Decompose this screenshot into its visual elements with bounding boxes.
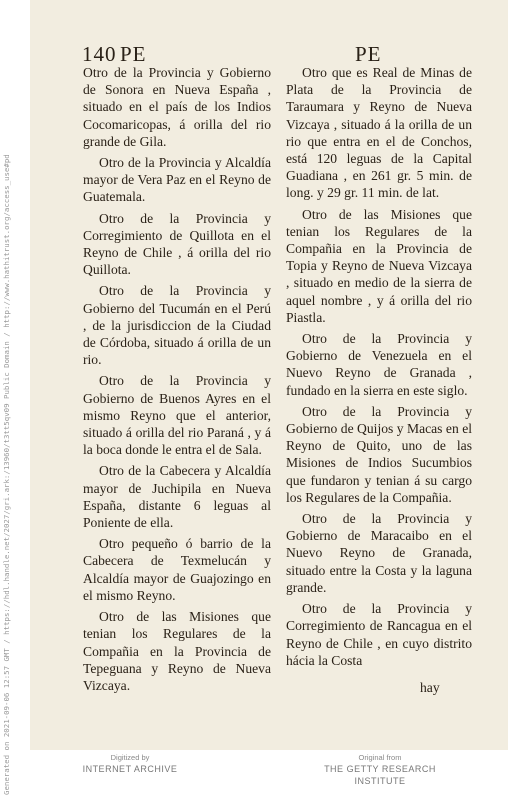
entry-paragraph: Otro de la Provincia y Gobierno de Venezuela en el Nuevo Reyno de Granada , fundado en la sierra en este siglo. (286, 331, 472, 398)
entry-paragraph: Otro de la Provincia y Gobierno de Sonora en Nueva España , situado en el país de los Indios Cocomaricopas, á orilla del rio grande de Gila. (83, 65, 271, 149)
footer-original-label: Original from (358, 753, 402, 762)
entry-paragraph: Otro de la Provincia y Gobierno de Buenos Ayres en el mismo Reyno que el anterior, situado á orilla del rio Paraná , y á la boca donde le entra el de Sala. (83, 373, 271, 458)
left-column (83, 64, 271, 698)
entry-paragraph: Otro de la Provincia y Gobierno del Tucumán en el Perú , de la jurisdiccion de la Ciudad de Córdoba, situado á orilla de un rio. (83, 283, 271, 368)
footer-original-name: THE GETTY RESEARCH INSTITUTE (324, 764, 436, 786)
entry-paragraph: Otro de las Misiones que tenian los Regulares de la Compañia en la Provincia de Tepeguana y Reyno de Nueva Vizcaya. (83, 609, 271, 693)
entry-paragraph: Otro de la Provincia y Gobierno de Quijos y Macas en el Reyno de Quito, uno de las Misiones de Indios Sucumbios que fundaron y tenian á su cargo los Regulares de la Compañia. (286, 403, 472, 505)
entry-paragraph: Otro de la Provincia y Alcaldía mayor de Vera Paz en el Reyno de Guatemala. (83, 155, 271, 205)
footer-digitized-label: Digitized by (110, 753, 150, 762)
stamp-text: Generated on 2021-09-06 12:57 GMT / https://hdl.handle.net/2027/gri.ark:/13960/t3tt5qv09 Public Domain / http://www.hathitrust.org/access_use#pd (2, 154, 11, 795)
hathitrust-stamp (2, 154, 32, 795)
entry-paragraph: Otro de la Provincia y Corregimiento de Rancagua en el Reyno de Chile , en cuyo distrito hácia la Costa (286, 601, 472, 668)
catchword: hay (420, 680, 440, 695)
entry-paragraph: Otro de la Cabecera y Alcaldía mayor de Juchipila en Nueva España, distante 6 leguas al Poniente de ella. (83, 463, 271, 531)
running-head-left: PE (120, 42, 147, 66)
footer-digitized (70, 752, 190, 775)
entry-paragraph: Otro de la Provincia y Corregimiento de Quillota en el Reyno de Chile , á orilla del rio Quillota. (83, 210, 271, 278)
footer-digitizer-name: INTERNET ARCHIVE (82, 764, 178, 774)
right-column (286, 64, 472, 673)
running-head-right: PE (355, 42, 382, 66)
entry-paragraph: Otro de las Misiones que tenian los Regulares de la Compañia en la Provincia de Topia y Reyno de Nueva Vizcaya , situado en medio de la sierra de aquel nombre , y á orilla del rio Piastla. (286, 206, 472, 325)
page-number: 140 (82, 42, 117, 66)
footer-original (305, 752, 455, 787)
entry-paragraph: Otro pequeño ó barrio de la Cabecera de Texmelucán y Alcaldía mayor de Guajozingo en el mismo Reyno. (83, 536, 271, 603)
entry-paragraph: Otro de la Provincia y Gobierno de Maracaibo en el Nuevo Reyno de Granada, situado entre la Costa y la laguna grande. (286, 511, 472, 595)
entry-paragraph: Otro que es Real de Minas de Plata de la Provincia de Taraumara y Reyno de Nueva Vizcaya , situado á la orilla de un rio que entra en el de Conchos, está 120 leguas de la Capital Guadiana , en 261 gr. 5 min. de long. y 29 gr. 11 min. de lat. (286, 65, 472, 201)
